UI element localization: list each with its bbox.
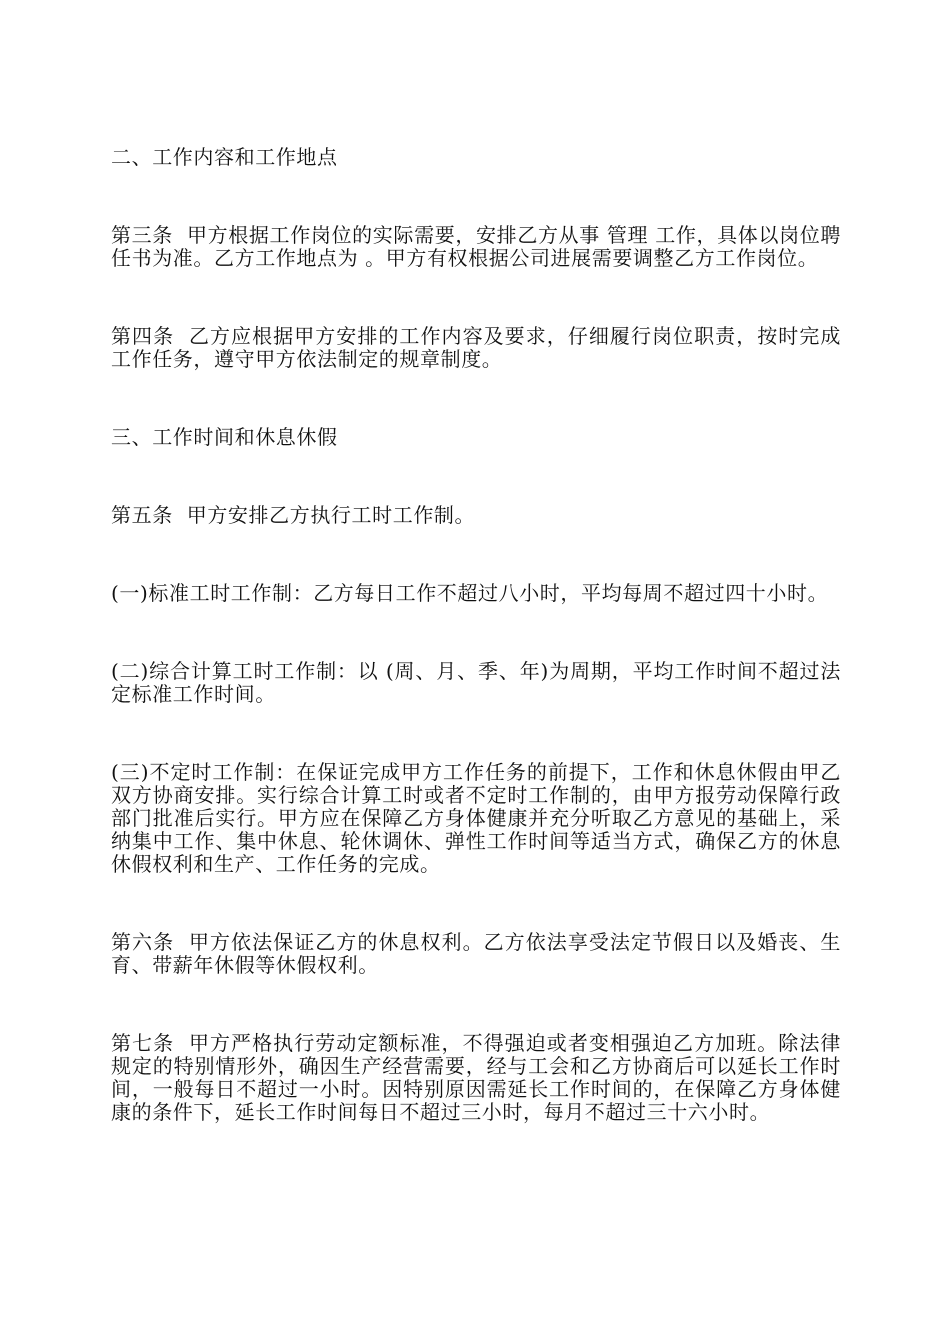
- section-heading-work-content: 二、工作内容和工作地点: [111, 145, 338, 169]
- article-7: 第七条 甲方严格执行劳动定额标准，不得强迫或者变相强迫乙方加班。除法律规定的特别情形外，确因生产经营需要，经与工会和乙方协商后可以延长工作时间，一般每日不超过一小时。因特别原因需延长工作时间的，在保障乙方身体健康的条件下，延长工作时间每日不超过三小时，每月不超过三十六小时。: [111, 1031, 841, 1124]
- section-heading-work-time: 三、工作时间和休息休假: [111, 425, 338, 449]
- article-6: 第六条 甲方依法保证乙方的休息权利。乙方依法享受法定节假日以及婚丧、生育、带薪年休假等休假权利。: [111, 930, 841, 977]
- article-5: 第五条 甲方安排乙方执行工时工作制。: [111, 503, 476, 527]
- clause-standard-hours: (一)标准工时工作制：乙方每日工作不超过八小时，平均每周不超过四十小时。: [111, 581, 829, 605]
- clause-comprehensive-hours: (二)综合计算工时工作制：以 (周、月、季、年)为周期，平均工作时间不超过法定标准工作时间。: [111, 659, 841, 706]
- document-body: [111, 146, 841, 1124]
- article-3: 第三条 甲方根据工作岗位的实际需要，安排乙方从事 管理 工作，具体以岗位聘任书为准。乙方工作地点为 。甲方有权根据公司进展需要调整乙方工作岗位。: [111, 223, 841, 270]
- article-4: 第四条 乙方应根据甲方安排的工作内容及要求，仔细履行岗位职责，按时完成工作任务，遵守甲方依法制定的规章制度。: [111, 324, 841, 371]
- clause-flexible-hours: (三)不定时工作制：在保证完成甲方工作任务的前提下，工作和休息休假由甲乙双方协商安排。实行综合计算工时或者不定时工作制的，由甲方报劳动保障行政部门批准后实行。甲方应在保障乙方身体健康并充分听取乙方意见的基础上，采纳集中工作、集中休息、轮休调休、弹性工作时间等适当方式，确保乙方的休息休假权利和生产、工作任务的完成。: [111, 760, 841, 876]
